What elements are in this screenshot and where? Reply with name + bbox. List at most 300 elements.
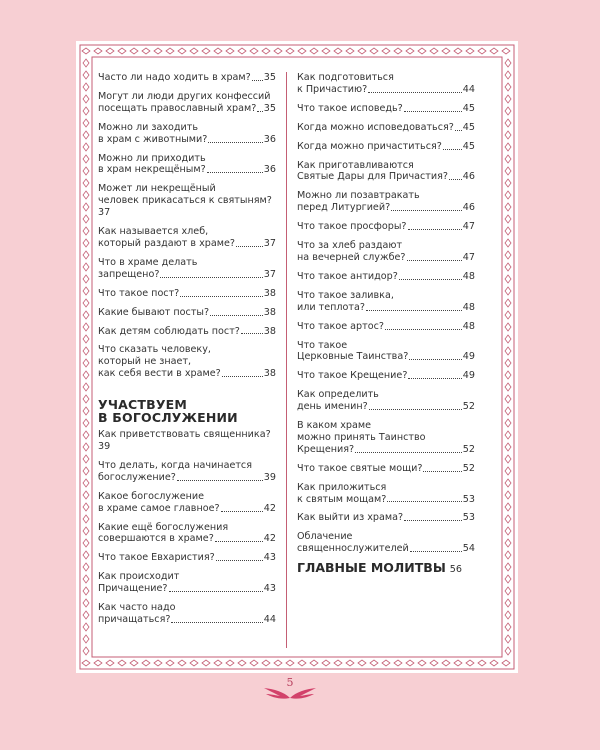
border-ornament (190, 48, 198, 54)
toc-page-number: 43 (263, 583, 276, 595)
toc-entry-last-line (98, 614, 276, 626)
border-ornament (490, 660, 498, 666)
toc-entry-text: Как приложиться (297, 481, 387, 493)
toc-entry-last-line (297, 351, 475, 363)
toc-entry-last-line (297, 463, 475, 475)
toc-entry-text: Что такое исповедь? (297, 102, 403, 114)
border-ornament (83, 275, 89, 283)
border-ornament (505, 551, 511, 559)
border-ornament (505, 443, 511, 451)
border-ornament (334, 48, 342, 54)
border-ornament (505, 539, 511, 547)
toc-entry-text: Что такое просфоры? (297, 221, 407, 233)
toc-entry-text: священнослужителей (297, 543, 409, 555)
dot-leader (369, 409, 462, 410)
border-ornament (118, 48, 126, 54)
toc-entry-text: Что такое артос? (297, 320, 384, 332)
toc-page-number: 38 (263, 287, 276, 299)
border-ornament (505, 155, 511, 163)
toc-entry-text: Что такое Крещение? (297, 370, 408, 382)
dot-leader (408, 229, 462, 230)
border-ornament (505, 179, 511, 187)
toc-page-number: 43 (263, 552, 276, 564)
border-ornament (83, 203, 89, 211)
toc-entry (297, 463, 475, 475)
border-ornament (83, 347, 89, 355)
toc-entry-text: Как приветствовать священника? (98, 429, 271, 441)
border-ornament (505, 59, 511, 67)
dot-leader (391, 210, 462, 211)
toc-entry-last-line (98, 552, 276, 564)
toc-entry-last-line (297, 252, 475, 264)
border-ornament (83, 155, 89, 163)
border-ornament (274, 48, 282, 54)
toc-entry-last-line (98, 326, 276, 338)
dot-leader (455, 130, 462, 131)
toc-page-number: 48 (462, 270, 475, 282)
toc-entry (98, 91, 276, 115)
border-ornament (382, 48, 390, 54)
border-ornament (250, 48, 258, 54)
border-ornament (478, 660, 486, 666)
border-ornament (154, 48, 162, 54)
toc-entry-last-line (98, 503, 276, 515)
toc-entry-text: в храм некрещёным? (98, 164, 206, 176)
toc-page-number: 48 (462, 320, 475, 332)
border-ornament (505, 263, 511, 271)
dot-leader (208, 142, 262, 143)
border-ornament (454, 48, 462, 54)
toc-entry-text: Какие бывают посты? (98, 306, 210, 318)
border-ornament (310, 48, 318, 54)
toc-entry-last-line (297, 512, 475, 524)
toc-entry (98, 460, 276, 484)
toc-entry-text: Церковные Таинства? (297, 351, 409, 363)
toc-entry-text: Что за хлеб раздают (297, 240, 403, 252)
dot-leader (252, 80, 263, 81)
border-ornament (505, 107, 511, 115)
toc-page-number: 42 (263, 533, 276, 545)
toc-entry (98, 571, 276, 595)
border-ornament (83, 647, 89, 655)
toc-entry (98, 153, 276, 177)
border-ornament (418, 660, 426, 666)
border-ornament (83, 251, 89, 259)
toc-entry-text: Какие ещё богослужения (98, 521, 229, 533)
toc-page-number: 35 (263, 72, 276, 83)
toc-entry-last-line (297, 221, 475, 233)
border-ornament (262, 660, 270, 666)
toc-entry (297, 512, 475, 524)
border-ornament (83, 407, 89, 415)
dot-leader (385, 329, 462, 330)
toc-entry (297, 389, 475, 413)
border-ornament (505, 611, 511, 619)
border-ornament (418, 48, 426, 54)
toc-page-number: 49 (462, 370, 475, 382)
toc-entry-text: Как детям соблюдать пост? (98, 325, 240, 337)
toc-entry-text: Какое богослужение (98, 490, 205, 502)
border-ornament (83, 515, 89, 523)
border-ornament (83, 71, 89, 79)
toc-entry (297, 103, 475, 115)
border-ornament (298, 660, 306, 666)
border-ornament (505, 515, 511, 523)
border-ornament (83, 371, 89, 379)
border-ornament (83, 323, 89, 331)
border-ornament (83, 467, 89, 475)
dot-leader (408, 378, 461, 379)
border-ornament (502, 48, 510, 54)
toc-page-number: 52 (462, 462, 475, 474)
border-ornament (142, 48, 150, 54)
border-ornament (83, 179, 89, 187)
border-ornament (406, 48, 414, 54)
border-ornament (154, 660, 162, 666)
toc-entry-last-line (297, 84, 475, 96)
border-ornament (130, 660, 138, 666)
table-of-contents (98, 72, 498, 648)
border-ornament (322, 48, 330, 54)
dot-leader (177, 480, 263, 481)
toc-entry-text: Что такое святые мощи? (297, 462, 423, 474)
toc-left-column (98, 72, 276, 633)
toc-page-number: 38 (263, 306, 276, 318)
border-ornament (82, 660, 90, 666)
border-ornament (370, 48, 378, 54)
border-ornament (202, 48, 210, 54)
toc-entry-text: к Причастию? (297, 83, 368, 95)
border-ornament (505, 251, 511, 259)
toc-entry-last-line (297, 103, 475, 115)
column-divider (286, 72, 287, 648)
toc-entry (98, 72, 276, 84)
border-ornament (83, 191, 89, 199)
dot-leader (160, 277, 262, 278)
toc-page-number: 45 (462, 140, 475, 152)
border-ornament (83, 287, 89, 295)
border-ornament (505, 335, 511, 343)
border-ornament (83, 131, 89, 139)
border-ornament (83, 635, 89, 643)
dot-leader (241, 333, 263, 334)
toc-entry-text: Что такое пост? (98, 287, 180, 299)
toc-entry-text: Могут ли люди других конфессий (98, 90, 271, 102)
section-heading-line: В БОГОСЛУЖЕНИИ (98, 410, 238, 426)
toc-entry-text: Что делать, когда начинается (98, 459, 252, 471)
border-ornament (505, 323, 511, 331)
border-ornament (94, 48, 102, 54)
border-ornament (505, 203, 511, 211)
border-ornament (274, 660, 282, 666)
toc-entry-last-line (98, 164, 276, 176)
section-heading-line: УЧАСТВУЕМ (98, 397, 188, 413)
toc-entry-text: Как происходит (98, 571, 180, 583)
toc-entry (98, 257, 276, 281)
border-ornament (490, 48, 498, 54)
toc-entry-text: к святым мощам? (297, 493, 387, 505)
toc-page-number: 47 (462, 221, 475, 233)
toc-right-column (297, 72, 475, 575)
border-ornament (505, 143, 511, 151)
toc-page-number: 39 (98, 441, 111, 453)
toc-page-number: 47 (462, 251, 475, 263)
border-ornament (178, 48, 186, 54)
toc-page-number: 53 (462, 512, 475, 524)
border-ornament (262, 48, 270, 54)
border-ornament (106, 660, 114, 666)
toc-page-number: 45 (462, 121, 475, 133)
toc-entry-last-line (98, 533, 276, 545)
dot-leader (407, 260, 462, 261)
border-ornament (505, 311, 511, 319)
border-ornament (505, 71, 511, 79)
main-prayers-title: ГЛАВНЫЕ МОЛИТВЫ (297, 560, 446, 576)
border-ornament (83, 227, 89, 235)
toc-entry (297, 370, 475, 382)
dot-leader (236, 246, 263, 247)
border-ornament (382, 660, 390, 666)
toc-entry-last-line (297, 302, 475, 314)
border-ornament (106, 48, 114, 54)
border-ornament (505, 527, 511, 535)
toc-entry (98, 183, 276, 219)
toc-entry-text: Причащение? (98, 583, 168, 595)
border-ornament (238, 48, 246, 54)
toc-page-number: 37 (98, 207, 111, 219)
toc-entry-last-line (98, 134, 276, 146)
toc-entry-text: причащаться? (98, 614, 171, 625)
border-ornament (430, 48, 438, 54)
border-ornament (83, 479, 89, 487)
toc-page-number: 37 (263, 268, 276, 280)
border-ornament (478, 48, 486, 54)
border-ornament (505, 383, 511, 391)
dot-leader (366, 310, 462, 311)
toc-entry-last-line (297, 141, 475, 153)
border-ornament (83, 107, 89, 115)
section-heading (98, 398, 276, 424)
toc-page-number: 35 (263, 102, 276, 114)
toc-entry-last-line (98, 472, 276, 484)
border-ornament (82, 48, 90, 54)
toc-entry-text: Как называется хлеб, (98, 226, 209, 238)
border-ornament (505, 371, 511, 379)
border-ornament (214, 660, 222, 666)
toc-page-number: 45 (462, 102, 475, 114)
toc-page-number: 37 (263, 237, 276, 249)
toc-entry-text: запрещено? (98, 268, 160, 280)
toc-entry (297, 240, 475, 264)
dot-leader (171, 622, 262, 623)
toc-entry-text: Что такое заливка, (297, 289, 394, 301)
toc-entry-last-line (98, 368, 276, 380)
dot-leader (387, 501, 461, 502)
border-ornament (334, 660, 342, 666)
toc-entry-text: совершаются в храме? (98, 533, 214, 545)
border-ornament (83, 83, 89, 91)
toc-entry-text: Святые Дары для Причастия? (297, 171, 448, 183)
border-ornament (83, 587, 89, 595)
border-ornament (505, 467, 511, 475)
border-ornament (505, 407, 511, 415)
border-ornament (505, 635, 511, 643)
page-number: 5 (286, 676, 294, 689)
toc-entry-text: Можно ли приходить (98, 152, 206, 164)
border-ornament (83, 611, 89, 619)
toc-entry-last-line (297, 543, 475, 555)
toc-entry-text: перед Литургией? (297, 202, 391, 214)
main-prayers-heading (297, 560, 475, 575)
toc-entry-last-line (297, 202, 475, 214)
border-ornament (505, 575, 511, 583)
border-ornament (83, 311, 89, 319)
border-ornament (505, 455, 511, 463)
border-ornament (505, 479, 511, 487)
toc-entry (98, 226, 276, 250)
toc-entry (98, 344, 276, 380)
toc-entry (297, 482, 475, 506)
toc-entry-last-line (297, 401, 475, 413)
dot-leader (207, 172, 263, 173)
border-ornament (505, 299, 511, 307)
toc-entry-last-line (297, 271, 475, 283)
toc-page-number: 49 (462, 351, 475, 363)
toc-entry-last-line (98, 288, 276, 300)
border-ornament (466, 660, 474, 666)
toc-entry-text: посещать православный храм? (98, 102, 257, 114)
border-ornament (83, 419, 89, 427)
dot-leader (368, 92, 462, 93)
dot-leader (221, 511, 263, 512)
toc-entry-last-line (98, 103, 276, 115)
border-ornament (505, 395, 511, 403)
border-ornament (505, 623, 511, 631)
dot-leader (169, 591, 263, 592)
toc-entry-last-line (98, 269, 276, 281)
toc-entry-text: Что такое антидор? (297, 270, 398, 282)
dot-leader (222, 376, 263, 377)
toc-page-number: 38 (263, 325, 276, 337)
border-ornament (394, 660, 402, 666)
border-ornament (505, 347, 511, 355)
dot-leader (423, 471, 461, 472)
border-ornament (505, 83, 511, 91)
border-ornament (83, 431, 89, 439)
border-ornament (346, 660, 354, 666)
toc-entry (297, 321, 475, 333)
border-ornament (505, 419, 511, 427)
dot-leader (410, 551, 462, 552)
border-ornament (226, 48, 234, 54)
toc-entry-last-line (98, 238, 276, 250)
border-ornament (83, 575, 89, 583)
border-ornament (298, 48, 306, 54)
border-ornament (190, 660, 198, 666)
toc-entry-text: который не знает, (98, 356, 192, 368)
toc-page-number: 36 (263, 133, 276, 145)
toc-entry-last-line (98, 72, 276, 84)
toc-entry-text: Облачение (297, 531, 353, 543)
border-ornament (505, 191, 511, 199)
toc-entry-text: в храме самое главное? (98, 502, 220, 514)
border-ornament (442, 660, 450, 666)
dot-leader (216, 560, 263, 561)
border-ornament (250, 660, 258, 666)
border-ornament (83, 299, 89, 307)
toc-page-number: 46 (462, 171, 475, 183)
border-ornament (83, 551, 89, 559)
dot-leader (215, 541, 263, 542)
toc-entry-text: Можно ли позавтракать (297, 190, 420, 202)
border-ornament (214, 48, 222, 54)
toc-page-number: 52 (462, 401, 475, 413)
border-ornament (94, 660, 102, 666)
border-ornament (83, 239, 89, 247)
toc-page-number: 48 (462, 301, 475, 313)
border-ornament (83, 167, 89, 175)
toc-entry-text: Как подготовиться (297, 72, 394, 83)
toc-entry-last-line (98, 307, 276, 319)
toc-entry-text: можно принять Таинство (297, 431, 426, 443)
toc-entry-text: богослужение? (98, 471, 176, 483)
border-ornament (358, 660, 366, 666)
border-ornament (394, 48, 402, 54)
border-ornament (454, 660, 462, 666)
border-ornament (505, 587, 511, 595)
border-ornament (286, 48, 294, 54)
border-ornament (502, 660, 510, 666)
border-ornament (505, 491, 511, 499)
toc-entry-text: Когда можно причаститься? (297, 140, 442, 152)
toc-entry-text: на вечерней службе? (297, 251, 406, 263)
toc-entry-last-line (297, 171, 475, 183)
border-ornament (83, 563, 89, 571)
border-ornament (505, 275, 511, 283)
border-ornament (286, 660, 294, 666)
toc-entry (98, 122, 276, 146)
toc-entry-text: или теплота? (297, 301, 365, 313)
border-ornament (370, 660, 378, 666)
toc-entry-text: Можно ли заходить (98, 121, 199, 133)
toc-entry-text: день именин? (297, 401, 368, 413)
toc-page-number: 44 (263, 614, 276, 625)
toc-entry (297, 160, 475, 184)
toc-page-number: 56 (449, 564, 462, 576)
border-ornament (226, 660, 234, 666)
toc-entry-text: в храм с животными? (98, 133, 208, 145)
border-ornament (83, 527, 89, 535)
border-ornament (505, 167, 511, 175)
border-ornament (83, 335, 89, 343)
border-ornament (505, 647, 511, 655)
border-ornament (83, 395, 89, 403)
border-ornament (430, 660, 438, 666)
toc-entry-last-line (297, 122, 475, 134)
toc-page-number: 53 (462, 493, 475, 505)
toc-entry-text: Как определить (297, 389, 379, 401)
toc-entry-text: Что сказать человеку, (98, 344, 211, 356)
border-ornament (83, 59, 89, 67)
border-ornament (83, 455, 89, 463)
border-ornament (83, 263, 89, 271)
dot-leader (449, 179, 462, 180)
dot-leader (355, 452, 462, 453)
toc-entry (297, 531, 475, 555)
toc-page-number: 46 (462, 202, 475, 214)
toc-page-number: 36 (263, 164, 276, 176)
toc-entry (297, 122, 475, 134)
